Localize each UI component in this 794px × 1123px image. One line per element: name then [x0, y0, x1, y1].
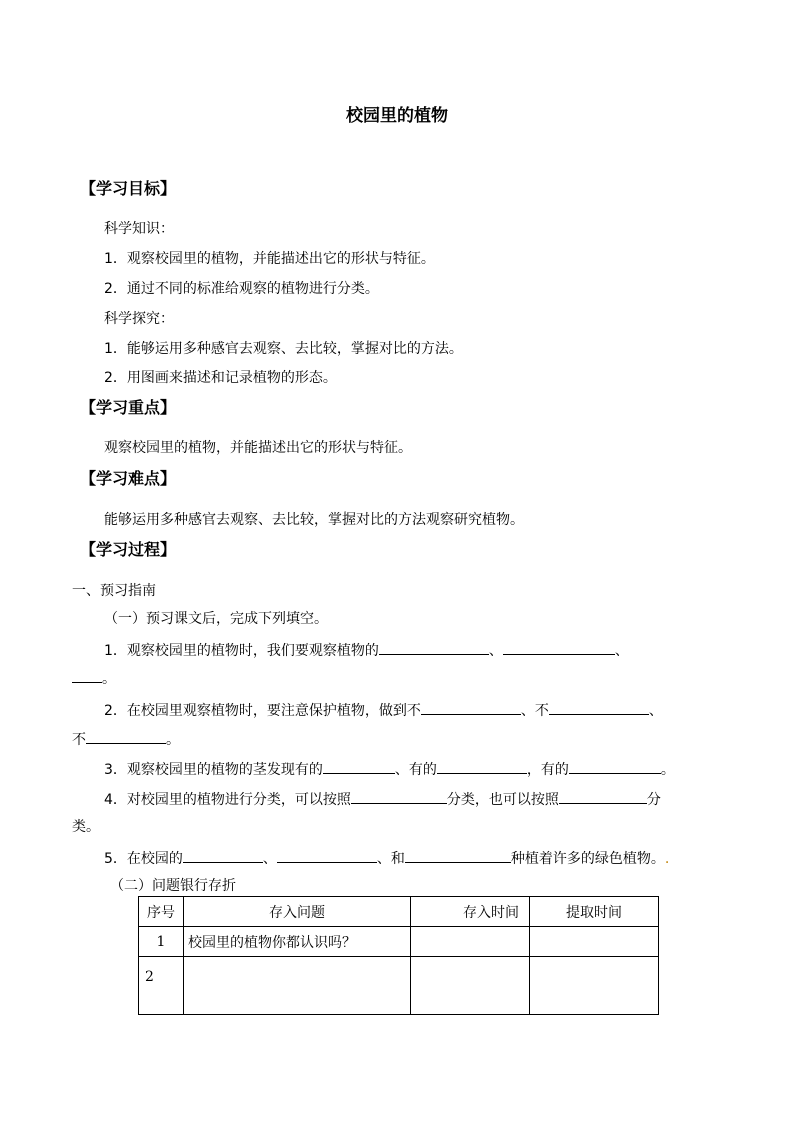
question-2-text-b: 不 [72, 732, 86, 748]
blank-3-1[interactable] [323, 759, 395, 774]
focus-text: 观察校园里的植物，并能描述出它的形状与特征。 [104, 440, 412, 456]
process-heading: 【学习过程】 [80, 540, 177, 559]
blank-2-1[interactable] [421, 700, 521, 715]
question-5-text: 5．在校园的 [104, 851, 183, 867]
cell-number: 2 [139, 957, 184, 1015]
question-1 [104, 640, 629, 660]
difficulty-text: 能够运用多种感官去观察、去比较，掌握对比的方法观察研究植物。 [104, 512, 524, 528]
question-1-sep: 、 [488, 643, 503, 659]
question-4-text: 4．对校园里的植物进行分类，可以按照 [104, 792, 351, 808]
trailing-dot: . [664, 851, 670, 867]
question-2-sep: 、不 [520, 703, 549, 719]
blank-3-3[interactable] [569, 759, 661, 774]
inquiry-item-1: 1．能够运用多种感官去观察、去比较，掌握对比的方法。 [104, 341, 463, 357]
sub-heading-question-bank: （二）问题银行存折 [110, 878, 236, 894]
question-1-text: 1．观察校园里的植物时，我们要观察植物的 [104, 643, 379, 659]
blank-5-1[interactable] [183, 848, 263, 863]
inquiry-item-2: 2．用图画来描述和记录植物的形态。 [104, 370, 337, 386]
col-header-number: 序号 [139, 897, 184, 927]
table-row [139, 927, 659, 957]
knowledge-item-2: 2．通过不同的标准给观察的植物进行分类。 [104, 281, 379, 297]
question-bank-table [138, 896, 659, 1015]
cell-withdraw-time[interactable] [530, 957, 659, 1015]
question-5-sep: 种植着许多的绿色植物。 [510, 851, 665, 867]
question-4-end: 类。 [72, 819, 100, 835]
blank-5-2[interactable] [277, 848, 377, 863]
cell-number: 1 [139, 927, 184, 957]
cell-deposit-time[interactable] [411, 927, 530, 957]
difficulty-heading: 【学习难点】 [80, 469, 177, 488]
col-header-withdraw-time: 提取时间 [530, 897, 659, 927]
question-3 [104, 759, 675, 779]
blank-5-3[interactable] [405, 848, 511, 863]
question-4-sep: 分 [646, 792, 661, 808]
question-2-text: 2．在校园里观察植物时，要注意保护植物，做到不 [104, 703, 421, 719]
col-header-question: 存入问题 [184, 897, 411, 927]
blank-3-2[interactable] [437, 759, 527, 774]
question-3-sep: 、有的 [394, 762, 437, 778]
question-4 [104, 789, 661, 809]
question-5 [104, 848, 669, 868]
blank-4-1[interactable] [351, 789, 447, 804]
inquiry-label: 科学探究： [104, 311, 174, 327]
question-4-sep: 分类，也可以按照 [446, 792, 559, 808]
question-5-sep: 、 [262, 851, 277, 867]
cell-deposit-time[interactable] [411, 957, 530, 1015]
question-2-sep: 、 [648, 703, 663, 719]
cell-question: 校园里的植物你都认识吗？ [184, 927, 411, 957]
cell-withdraw-time[interactable] [530, 927, 659, 957]
question-3-sep: ，有的 [526, 762, 569, 778]
question-1-cont [72, 668, 116, 688]
knowledge-item-1: 1．观察校园里的植物，并能描述出它的形状与特征。 [104, 251, 435, 267]
question-1-end: 。 [102, 671, 116, 687]
question-1-sep: 、 [614, 643, 629, 659]
blank-4-2[interactable] [559, 789, 647, 804]
blank-1-1[interactable] [379, 640, 489, 655]
blank-2-2[interactable] [549, 700, 649, 715]
blank-1-3[interactable] [72, 668, 102, 683]
question-3-end: 。 [660, 762, 675, 778]
question-5-sep: 、和 [376, 851, 405, 867]
goals-heading: 【学习目标】 [80, 179, 177, 198]
table-row [139, 957, 659, 1015]
question-3-text: 3．观察校园里的植物的茎发现有的 [104, 762, 323, 778]
question-2-cont [72, 729, 180, 749]
section-preview-guide: 一、预习指南 [72, 583, 156, 599]
blank-1-2[interactable] [503, 640, 615, 655]
cell-question[interactable] [184, 957, 411, 1015]
focus-heading: 【学习重点】 [80, 398, 177, 417]
table-header-row [139, 897, 659, 927]
sub-heading-fill-blanks: （一）预习课文后，完成下列填空。 [104, 611, 328, 627]
col-header-deposit-time: 存入时间 [411, 897, 530, 927]
blank-2-3[interactable] [86, 729, 166, 744]
question-2 [104, 700, 663, 720]
knowledge-label: 科学知识： [104, 221, 174, 237]
page-title: 校园里的植物 [346, 106, 448, 126]
question-2-end: 。 [166, 732, 180, 748]
